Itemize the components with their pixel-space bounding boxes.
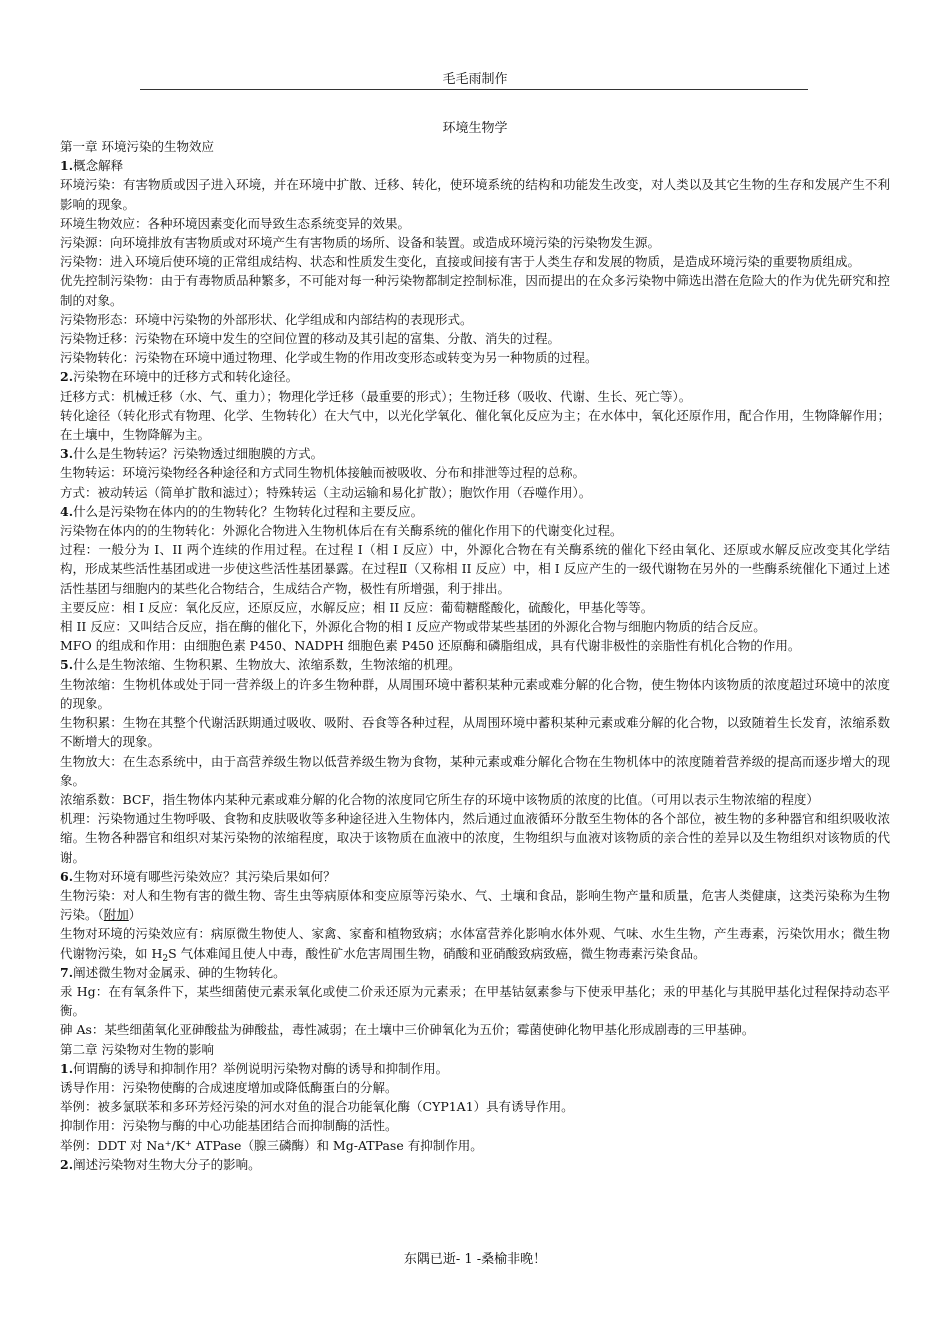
answer-6-effects [60, 924, 890, 962]
definition-source: 污染源：向环境排放有害物质或对环境产生有害物质的场所、设备和装置。或造成环境污染的污染物发生源。 [60, 235, 661, 251]
question-text: 什么是生物浓缩、生物积累、生物放大、浓缩系数，生物浓缩的机理。 [73, 657, 461, 673]
definition-migration: 污染物迁移：污染物在环境中发生的空间位置的移动及其引起的富集、分散、消失的过程。 [60, 331, 561, 347]
question-text: 阐述微生物对金属汞、砷的生物转化。 [73, 964, 286, 980]
answer-6-definition [60, 886, 890, 924]
chapter-2-heading: 第二章 污染物对生物的影响 [60, 1041, 214, 1057]
question-number: 5. [60, 657, 74, 673]
question-3 [60, 444, 890, 463]
answer-4-phase-2: 相 II 反应：又叫结合反应，指在酶的催化下，外源化合物的相 I 反应产物或带某些基团的外源化合物与细胞内物质的结合反应。 [60, 619, 766, 635]
answer-7-mercury: 汞 Hg：在有氧条件下，某些细菌使元素汞氧化或使二价汞还原为元素汞；在甲基钴氨素参与下使汞甲基化；汞的甲基化与其脱甲基化过程保持动态平衡。 [60, 983, 890, 1019]
question-text: 概念解释 [73, 158, 124, 174]
inhibition-example-part3: ATPase（腺三磷酶）和 Mg-ATPase 有抑制作用。 [191, 1137, 483, 1153]
answer-7-arsenic: 砷 As：某些细菌氧化亚砷酸盐为砷酸盐，毒性减弱；在土壤中三价砷氧化为五价；霉菌使砷化物甲基化形成剧毒的三甲基砷。 [60, 1022, 755, 1038]
superscript-plus: + [184, 1138, 192, 1148]
question-text: 阐述污染物对生物大分子的影响。 [73, 1156, 261, 1172]
page-footer: 东隅已逝- 1 -桑榆非晚！ [403, 1252, 547, 1267]
question-5 [60, 655, 890, 674]
question-4 [60, 502, 890, 521]
question-text: 污染物在环境中的迁移方式和转化途径。 [73, 369, 299, 385]
question-number: 3. [60, 446, 74, 462]
answer-4-main-reactions: 主要反应：相 I 反应：氧化反应，还原反应，水解反应；相 II 反应：葡萄糖醛酸化，硫酸化，甲基化等等。 [60, 599, 654, 615]
question-text: 生物对环境有哪些污染效应？其污染后果如何？ [73, 868, 336, 884]
answer-2-transform: 转化途径（转化形式有物理、化学、生物转化）在大气中，以光化学氧化、催化氧化反应为主；在水体中，氧化还原作用，配合作用，生物降解作用；在土壤中，生物降解为主。 [60, 407, 890, 443]
answer-4-mfo: MFO 的组成和作用：由细胞色素 P450、NADPH 细胞色素 P450 还原酶和磷脂组成，具有代谢非极性的亲脂性有机化合物的作用。 [60, 638, 801, 654]
induction-definition: 诱导作用：污染物使酶的合成速度增加或降低酶蛋白的分解。 [60, 1079, 398, 1095]
inhibition-example-part1: 举例：DDT 对 Na [60, 1137, 165, 1153]
question-number: 1. [60, 158, 74, 174]
page-header: 毛毛雨制作 [442, 72, 508, 87]
answer-4-process: 过程：一般分为 I、II 两个连续的作用过程。在过程 I（相 I 反应）中，外源化合物在有关酶系统的催化下经由氧化、还原或水解反应改变其化学结构，形成某些活性基团或进一步使这些活性基团暴露。在过程Ⅱ（又称相 II 反应）中，相 I 反应产生的一级代谢物在另外的一些酶系统催化下通过上述活性基团与细胞内的某些化合物结合，生成结合产物，极性有所增强，利于排出。 [60, 542, 890, 596]
definition-pollution: 环境污染：有害物质或因子进入环境，并在环境中扩散、迁移、转化，使环境系统的结构和功能发生改变，对人类以及其它生物的生存和发展产生不利影响的现象。 [60, 177, 890, 212]
definition-form: 污染物形态：环境中污染物的外部形状、化学组成和内部结构的表现形式。 [60, 311, 473, 327]
answer-5-bcf: 浓缩系数：BCF，指生物体内某种元素或难分解的化合物的浓度同它所生存的环境中该物质的浓度的比值。（可用以表示生物浓缩的程度） [60, 791, 819, 807]
chapter-2-question-2 [60, 1155, 890, 1174]
inhibition-example [60, 1136, 890, 1155]
question-number: 7. [60, 964, 74, 980]
answer-2-migration: 迁移方式：机械迁移（水、气、重力）；物理化学迁移（最重要的形式）；生物迁移（吸收、代谢、生长、死亡等）。 [60, 388, 692, 404]
subscript-2: 2 [162, 953, 169, 964]
definition-pollutant: 污染物：进入环境后使环境的正常组成结构、状态和性质发生变化，直接或间接有害于人类生存和发展的物质，是造成环境污染的重要物质组成。 [60, 254, 861, 270]
answer-3-ways: 方式：被动转运（简单扩散和滤过）；特殊转运（主动运输和易化扩散）；胞饮作用（吞噬作用）。 [60, 484, 592, 500]
answer-6-definition-text: 生物污染：对人和生物有害的微生物、寄生虫等病原体和变应原等污染水、气、土壤和食品，影响生物产量和质量，危害人类健康，这类污染称为生物污染。（ [60, 887, 890, 923]
induction-example: 举例：被多氯联苯和多环芳烃污染的河水对鱼的混合功能氧化酶（CYP1A1）具有诱导作用。 [60, 1099, 574, 1115]
definition-transform: 污染物转化：污染物在环境中通过物理、化学或生物的作用改变形态或转变为另一种物质的过程。 [60, 350, 598, 366]
answer-5-mechanism: 机理：污染物通过生物呼吸、食物和皮肤吸收等多种途径进入生物体内，然后通过血液循环分散至生物体的各个部位，被生物的多种器官和组织吸收浓缩。生物各种器官和组织对某污染物的浓缩程度，取决于该物质在血液中的浓度，生物组织与血液对该物质的亲合性的差异以及生物组织对该物质的代谢。 [60, 811, 890, 865]
answer-3-definition: 生物转运：环境污染物经各种途径和方式同生物机体接触而被吸收、分布和排泄等过程的总称。 [60, 465, 586, 481]
answer-6-effects-part1: 生物对环境的污染效应有：病原微生物使人、家禽、家畜和植物致病；水体富营养化影响水体外观、气味、水生生物，产生毒素，污染饮用水；微生物代谢物污染，如 H [60, 926, 890, 961]
chapter-2-question-1 [60, 1059, 890, 1078]
question-7 [60, 963, 890, 982]
header-rule [140, 89, 808, 90]
question-1 [60, 156, 890, 175]
answer-5-accumulation: 生物积累：生物在其整个代谢活跃期通过吸收、吸附、吞食等各种过程，从周围环境中蓄积某种元素或难分解的化合物，以致随着生长发育，浓缩系数不断增大的现象。 [60, 715, 890, 750]
answer-5-concentration: 生物浓缩：生物机体或处于同一营养级上的许多生物种群，从周围环境中蓄积某种元素或难分解的化合物，使生物体内该物质的浓度超过环境中的浓度的现象。 [60, 676, 890, 711]
attachment-link[interactable]: 附加 [103, 907, 129, 923]
question-text: 什么是污染物在体内的的生物转化？生物转化过程和主要反应。 [73, 503, 424, 519]
definition-bio-effect: 环境生物效应：各种环境因素变化而导致生态系统变异的效果。 [60, 215, 411, 231]
question-number: 2. [60, 369, 74, 385]
question-number: 4. [60, 503, 74, 519]
question-text: 什么是生物转运？污染物透过细胞膜的方式。 [73, 446, 324, 462]
chapter-1-heading: 第一章 环境污染的生物效应 [60, 139, 214, 154]
answer-4-definition: 污染物在体内的的生物转化：外源化合物进入生物机体后在有关酶系统的催化作用下的代谢变化过程。 [60, 523, 623, 539]
superscript-plus: + [164, 1138, 172, 1148]
question-text: 何谓酶的诱导和抑制作用？举例说明污染物对酶的诱导和抑制作用。 [73, 1060, 449, 1076]
answer-5-magnification: 生物放大：在生态系统中，由于高营养级生物以低营养级生物为食物，某种元素或难分解化合物在生物机体中的浓度随着营养级的提高而逐步增大的现象。 [60, 753, 890, 788]
question-number: 1. [60, 1060, 74, 1076]
document-body [60, 137, 890, 1174]
question-number: 6. [60, 868, 74, 884]
question-2 [60, 367, 890, 386]
answer-6-effects-part2: S 气体难闻且使人中毒，酸性矿水危害周围生物，硝酸和亚硝酸致病致癌，微生物毒素污染食品。 [168, 945, 706, 961]
definition-priority: 优先控制污染物：由于有毒物质品种繁多，不可能对每一种污染物都制定控制标准，因而提出的在众多污染物中筛选出潜在危险大的作为优先研究和控制的对象。 [60, 273, 890, 308]
answer-6-definition-end: ） [128, 907, 142, 923]
inhibition-example-part2: /K [171, 1137, 185, 1153]
document-title: 环境生物学 [442, 121, 508, 136]
inhibition-definition: 抑制作用：污染物与酶的中心功能基团结合而抑制酶的活性。 [60, 1118, 398, 1134]
question-number: 2. [60, 1156, 74, 1172]
question-6 [60, 867, 890, 886]
